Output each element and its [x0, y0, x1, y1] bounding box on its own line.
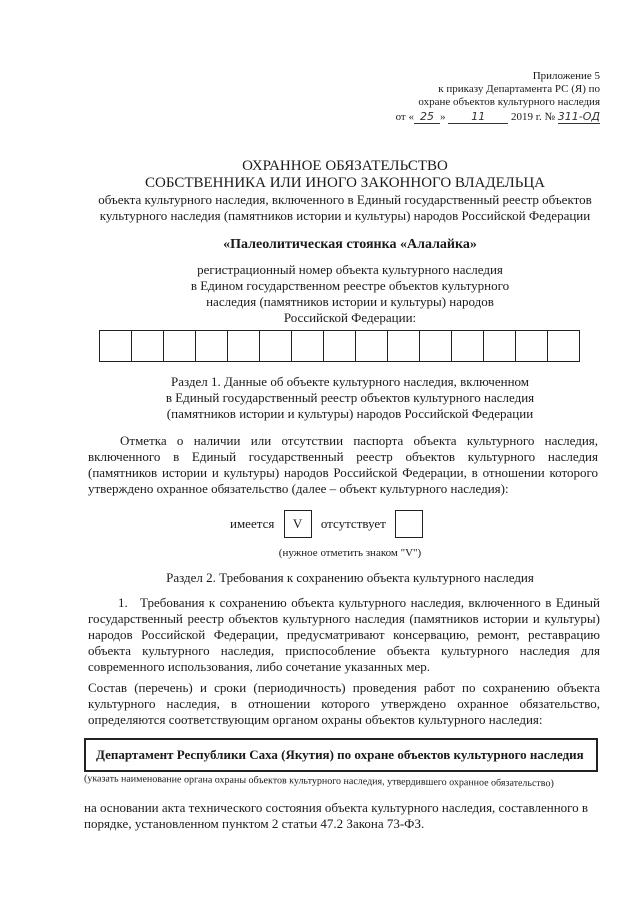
checkbox-note: (нужное отметить знаком "V")	[278, 547, 422, 559]
reg-number-cell[interactable]	[227, 330, 260, 362]
absent-passport-label: отсутствует	[320, 516, 386, 531]
requirement-item-text: Требования к сохранению объекта культурного наследия, включенного в Единый государственный реестр объектов культурного наследия (памятников истории и культуры) народов Российской Федерации, предусматривают консервацию, ремонт, реставрацию объекта культурного наследия, приспособление объекта культурного наследия для современного использования, либо сочетание указанных мер.	[88, 595, 600, 674]
date-year: 2019 г. №	[511, 111, 556, 123]
section-1-line-2: в Единый государственный реестр объектов культурного наследия	[165, 390, 535, 405]
title-line-3: объекта культурного наследия, включенного в Единый государственный реестр объектов	[98, 192, 592, 207]
date-month: 11	[448, 110, 508, 124]
section-2-heading: Раздел 2. Требования к сохранению объекта культурного наследия	[166, 570, 534, 585]
passport-paragraph: Отметка о наличии или отсутствии паспорта объекта культурного наследия, включенного в Единый государственный реестр объектов культурного наследия (памятников истории и культуры) народов Российской Федерации, в отношении которого утверждено охранное обязательство (далее – объект культурного наследия):	[88, 433, 598, 496]
reg-number-cell[interactable]	[131, 330, 164, 362]
reg-number-cell[interactable]	[195, 330, 228, 362]
title-line-1: ОХРАННОЕ ОБЯЗАТЕЛЬСТВО	[242, 158, 448, 174]
reg-number-cell[interactable]	[419, 330, 452, 362]
object-name: «Палеолитическая стоянка «Алалайка»	[223, 237, 477, 252]
basis-paragraph: на основании акта технического состояния объекта культурного наследия, составленного в порядке, установленном пунктом 2 статьи 47.2 Закона 73-ФЗ.	[84, 800, 589, 831]
reg-number-caption	[130, 262, 570, 326]
document-title	[90, 158, 600, 224]
department-box: Департамент Республики Саха (Якутия) по охране объектов культурного наследия	[84, 738, 598, 772]
title-line-2: СОБСТВЕННИКА ИЛИ ИНОГО ЗАКОННОГО ВЛАДЕЛЬЦА	[144, 175, 545, 191]
appendix-date-line	[330, 110, 600, 124]
title-line-4: культурного наследия (памятников истории и культуры) народов Российской Федерации	[99, 208, 591, 223]
reg-number-cell[interactable]	[355, 330, 388, 362]
works-paragraph: Состав (перечень) и сроки (периодичность) проведения работ по сохранению объекта культурного наследия, в отношении которого утверждено охранное обязательство, определяются соответствующим органом охраны объектов культурного наследия:	[88, 680, 600, 727]
reg-line-2: в Едином государственном реестре объектов культурного	[190, 278, 510, 293]
reg-number-cell[interactable]	[291, 330, 324, 362]
has-passport-label: имеется	[230, 516, 275, 531]
appendix-line-2: к приказу Департамента РС (Я) по	[438, 83, 600, 95]
reg-number-cell[interactable]	[515, 330, 548, 362]
requirement-item-1	[88, 595, 600, 675]
reg-number-cell[interactable]	[99, 330, 132, 362]
reg-number-cell[interactable]	[323, 330, 356, 362]
requirement-item-number: 1.	[118, 595, 128, 610]
reg-number-cell[interactable]	[451, 330, 484, 362]
department-note: (указать наименование органа охраны объектов культурного наследия, утвердившего охранное обязательство)	[83, 773, 554, 790]
date-mid: »	[440, 111, 446, 123]
date-day: 25	[414, 110, 440, 124]
reg-number-grid	[100, 330, 580, 362]
appendix-header	[330, 70, 600, 124]
reg-number-cell[interactable]	[547, 330, 580, 362]
section-1-line-3: (памятников истории и культуры) народов Российской Федерации	[166, 406, 534, 421]
reg-number-cell[interactable]	[163, 330, 196, 362]
has-passport-checkbox[interactable]: V	[284, 510, 312, 538]
absent-passport-checkbox[interactable]	[395, 510, 423, 538]
reg-number-cell[interactable]	[387, 330, 420, 362]
passport-checkboxes	[230, 510, 423, 538]
section-1-line-1: Раздел 1. Данные об объекте культурного наследия, включенном	[170, 374, 530, 389]
appendix-line-1: Приложение 5	[532, 70, 600, 82]
reg-line-3: наследия (памятников истории и культуры) народов	[206, 294, 494, 309]
reg-line-1: регистрационный номер объекта культурного наследия	[197, 262, 503, 277]
section-1-heading	[110, 374, 590, 422]
reg-line-4: Российской Федерации:	[283, 310, 417, 325]
reg-number-cell[interactable]	[259, 330, 292, 362]
appendix-line-3: охране объектов культурного наследия	[418, 96, 600, 108]
order-number: 311-ОД	[557, 110, 600, 123]
date-prefix: от «	[395, 111, 414, 123]
reg-number-cell[interactable]	[483, 330, 516, 362]
